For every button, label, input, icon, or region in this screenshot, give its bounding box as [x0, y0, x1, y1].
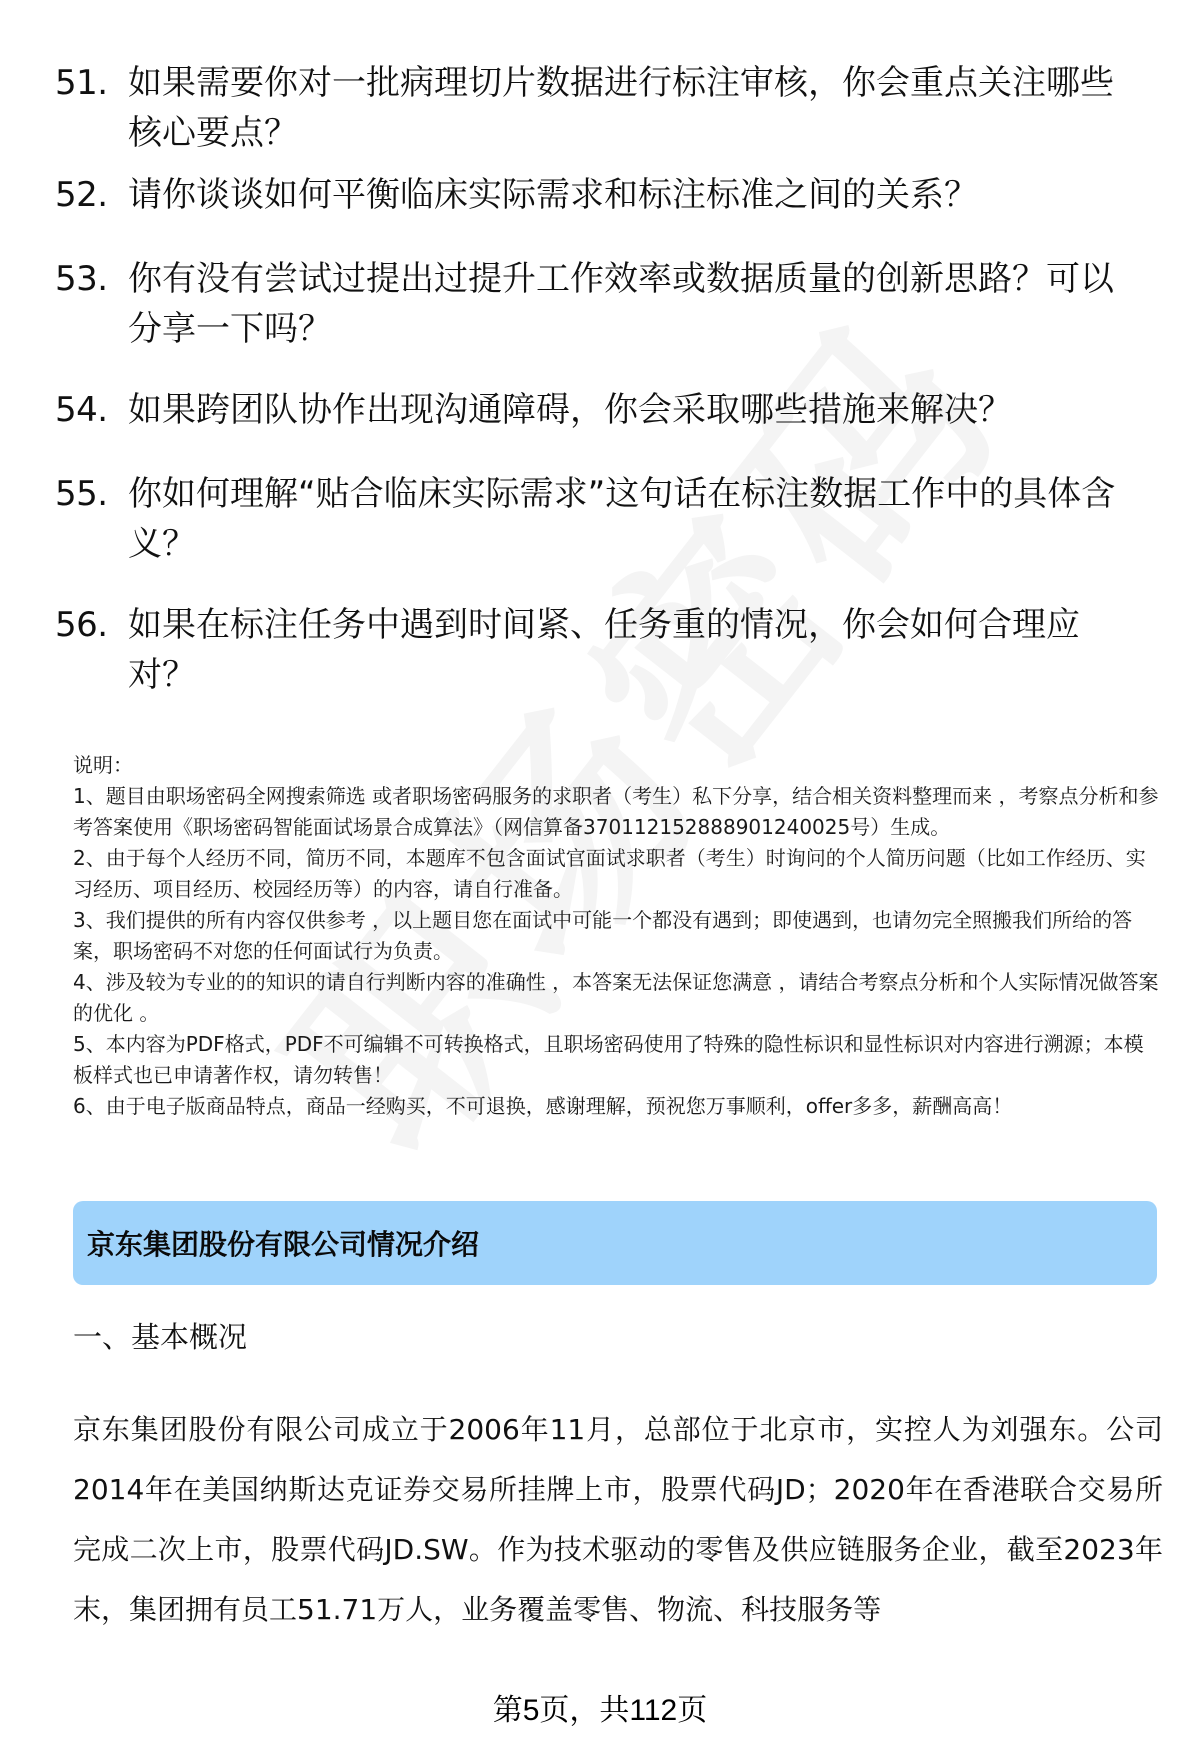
- question-number: 54.: [55, 390, 108, 430]
- question-item: [55, 385, 1165, 435]
- question-text: 请你谈谈如何平衡临床实际需求和标注标准之间的关系？: [128, 175, 978, 215]
- question-text: 你如何理解“贴合临床实际需求”这句话在标注数据工作中的具体含义？: [128, 474, 1116, 564]
- note-item: 3、我们提供的所有内容仅供参考 ，以上题目您在面试中可能一个都没有遇到；即使遇到，也请勿完全照搬我们所给的答案，职场密码不对您的任何面试行为负责。: [73, 908, 1133, 963]
- section-title: 京东集团股份有限公司情况介绍: [87, 1228, 480, 1261]
- question-text: 如果需要你对一批病理切片数据进行标注审核，你会重点关注哪些核心要点？: [128, 63, 1114, 153]
- question-item: [55, 469, 1165, 569]
- question-number: 52.: [55, 175, 108, 215]
- disclaimer-notes: [73, 750, 1163, 1122]
- note-item: 1、题目由职场密码全网搜索筛选 或者职场密码服务的求职者（考生）私下分享，结合相关资料整理而来 ，考察点分析和参考答案使用《职场密码智能面试场景合成算法》（网信算备370112152888901240025号）生成。: [73, 784, 1159, 839]
- question-number: 56.: [55, 605, 108, 645]
- notes-heading: 说明：: [73, 753, 133, 777]
- question-item: [55, 58, 1165, 158]
- question-text: 如果跨团队协作出现沟通障碍，你会采取哪些措施来解决？: [128, 390, 1012, 430]
- question-text: 如果在标注任务中遇到时间紧、任务重的情况，你会如何合理应对？: [128, 605, 1080, 695]
- question-number: 53.: [55, 259, 108, 299]
- question-item: [55, 254, 1165, 354]
- question-number: 51.: [55, 63, 108, 103]
- section-header-bar: [73, 1201, 1157, 1285]
- company-overview: [73, 1400, 1163, 1640]
- note-item: 4、涉及较为专业的的知识的请自行判断内容的准确性 ，本答案无法保证您满意 ，请结合考察点分析和个人实际情况做答案的优化 。: [73, 970, 1159, 1025]
- question-item: [55, 170, 1165, 220]
- note-item: 6、由于电子版商品特点，商品一经购买，不可退换，感谢理解，预祝您万事顺利，offer多多，薪酬高高！: [73, 1094, 1013, 1118]
- note-item: 2、由于每个人经历不同，简历不同，本题库不包含面试官面试求职者（考生）时询问的个人简历问题（比如工作经历、实习经历、项目经历、校园经历等）的内容，请自行准备。: [73, 846, 1146, 901]
- question-item: [55, 600, 1165, 700]
- overview-paragraph: 京东集团股份有限公司成立于2006年11月，总部位于北京市，实控人为刘强东。公司2014年在美国纳斯达克证券交易所挂牌上市，股票代码JD；2020年在香港联合交易所完成二次上市，股票代码JD.SW。作为技术驱动的零售及供应链服务企业，截至2023年末，集团拥有员工51.71万人，业务覆盖零售、物流、科技服务等: [73, 1413, 1163, 1626]
- subsection-heading: 一、基本概况: [73, 1320, 248, 1354]
- question-number: 55.: [55, 474, 108, 514]
- page-indicator: 第5页，共112页: [492, 1694, 708, 1727]
- question-text: 你有没有尝试过提出过提升工作效率或数据质量的创新思路？可以分享一下吗？: [128, 259, 1114, 349]
- note-item: 5、本内容为PDF格式，PDF不可编辑不可转换格式，且职场密码使用了特殊的隐性标识和显性标识对内容进行溯源；本模板样式也已申请著作权，请勿转售！: [73, 1032, 1144, 1087]
